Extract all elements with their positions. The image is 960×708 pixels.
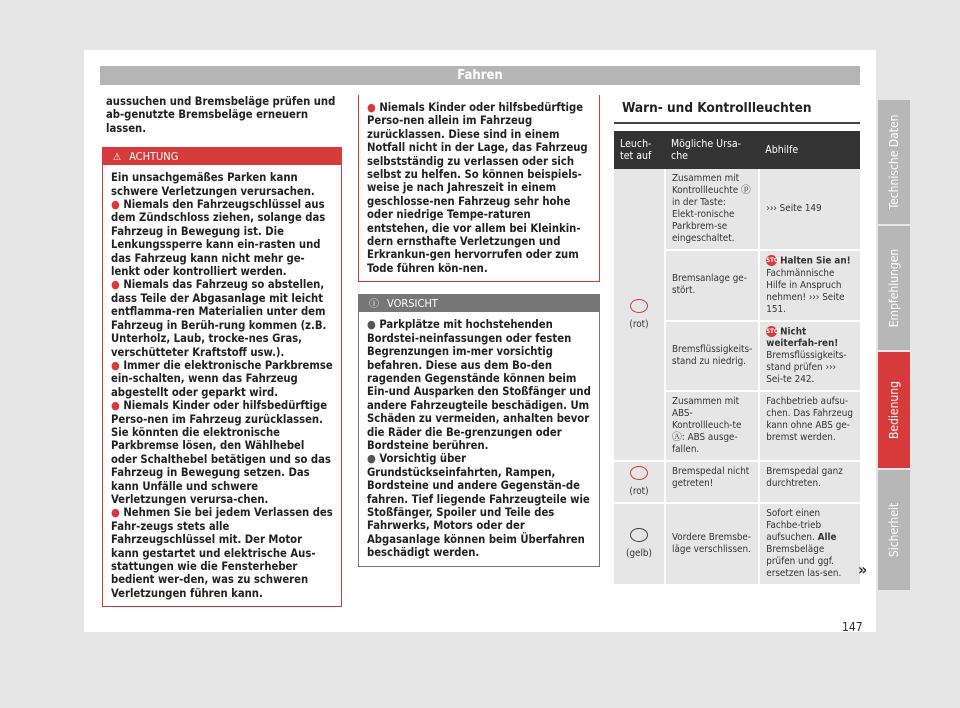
bullet-icon: ●: [367, 452, 376, 466]
bullet-icon: ●: [367, 318, 376, 332]
cause-cell: Zusammen mit ABS-Kontrollleuch-te Ⓐ: ABS ausge-fallen.: [665, 391, 759, 461]
warning-bullet: ● Niemals Kinder oder hilfsbedürftige Perso-nen im Fahrzeug zurücklassen. Sie könnten die elektronische Parkbremse lösen, den Wählhebel oder Schalthebel betätigen und so das Fahrzeug in Bewegung setzen. Das kann Unfälle und schwere Verletzungen verursa-chen.: [111, 399, 331, 506]
bullet-icon: ●: [111, 278, 120, 292]
remedy-cell: Sofort einen Fachbe-trieb aufsuchen. Alle Bremsbeläge prüfen und ggf. ersetzen las-sen.: [759, 503, 860, 585]
cause-cell: Vordere Bremsbe-läge verschlissen.: [665, 503, 759, 585]
caution-title: VORSICHT: [387, 297, 438, 311]
info-icon: ⓘ: [369, 299, 379, 311]
warning-body: [103, 165, 341, 606]
cause-cell: Bremsflüssigkeits-stand zu niedrig.: [665, 321, 759, 392]
remedy-cell: Fachbetrieb aufsu-chen. Das Fahrzeug kann ohne ABS ge-bremst werden.: [759, 391, 860, 461]
table-row: [614, 503, 860, 585]
tab-bedienung[interactable]: Bedienung: [878, 352, 910, 468]
bullet-icon: ●: [111, 506, 120, 520]
continue-arrow-icon: »: [858, 560, 868, 579]
cause-cell: Bremsanlage ge-stört.: [665, 250, 759, 321]
tab-sicherheit[interactable]: Sicherheit: [878, 470, 910, 590]
warning-bullet: ● Niemals Kinder oder hilfsbedürftige Perso-nen allein im Fahrzeug zurücklassen. Diese sind in einem Notfall nicht in der Lage, das Fahrzeug selbstständig zu verlassen oder sich selbst zu helfen. So können beispiels-weise je nach Jahreszeit in einem geschlosse-nen Fahrzeug sehr hohe oder niedrige Tempe-raturen entstehen, die vor allem bei Kleinkin-dern ernsthafte Verletzungen und Erkrankun-gen hervorrufen oder zum Tode führen kön-nen.: [367, 101, 588, 275]
column-header: Leuch-tet auf: [614, 131, 665, 169]
table-row: [614, 461, 860, 503]
bullet-icon: ●: [367, 101, 376, 114]
indicator-cell: (gelb): [614, 503, 665, 585]
brake-pedal-icon: [630, 466, 648, 480]
caution-body: [359, 312, 599, 565]
warning-header: [103, 148, 341, 165]
table-row: [614, 169, 860, 250]
table-header-row: [614, 131, 860, 169]
brake-warning-icon: [630, 299, 648, 313]
section-title: Warn- und Kontrollleuchten: [622, 100, 812, 116]
stop-icon: STOP: [766, 327, 783, 335]
column-left: [102, 95, 342, 607]
warning-icon: ⚠: [113, 152, 122, 164]
column-header: Abhilfe: [759, 131, 860, 169]
page-number: 147: [842, 620, 863, 634]
remedy-cell: STOP Nicht weiterfah-ren! Bremsflüssigkeits-stand prüfen ››› Sei-te 242.: [759, 321, 860, 392]
caution-bullet: ● Vorsichtig über Grundstückseinfahrten, Rampen, Bordsteine und andere Gegenstän-de fahren. Tief liegende Fahrzeugteile wie Stoßfänger, Spoiler und Teile des Fahrwerks, Motors oder der Abgasanlage können beim Überfahren beschädigt werden.: [367, 452, 590, 560]
warning-bullet: ● Niemals den Fahrzeugschlüssel aus dem Zündschloss ziehen, solange das Fahrzeug in Bewegung ist. Die Lenkungssperre kann ein-rasten und das Fahrzeug kann nicht mehr ge-lenkt oder kontrolliert werden.: [111, 198, 326, 279]
column-header: Mögliche Ursa-che: [665, 131, 759, 169]
warning-box: [102, 147, 342, 607]
tab-technische-daten[interactable]: Technische Daten: [878, 100, 910, 224]
cause-cell: Bremspedal nicht getreten!: [665, 461, 759, 503]
remedy-cell: ››› Seite 149: [759, 169, 860, 250]
section-rule: [614, 122, 860, 124]
indicator-cell: (rot): [614, 461, 665, 503]
indicator-cell: (rot): [614, 169, 665, 461]
warning-box-continued: [358, 95, 600, 282]
cause-cell: Zusammen mit Kontrollleuchte ⓟ in der Taste: Elekt-ronische Parkbrem-se eingeschaltet.: [665, 169, 759, 250]
remedy-cell: STOP Halten Sie an! Fachmännische Hilfe in Anspruch nehmen! ››› Seite 151.: [759, 250, 860, 321]
stop-icon: STOP: [766, 257, 783, 264]
brake-pad-icon: [630, 528, 648, 542]
warning-body-continued: [359, 95, 599, 281]
chapter-header: Fahren: [100, 66, 860, 85]
warning-lights-table: [614, 131, 860, 586]
bullet-icon: ●: [111, 358, 120, 372]
warning-bullet: ● Immer die elektronische Parkbremse ein-schalten, wenn das Fahrzeug abgestellt oder geparkt wird.: [111, 358, 333, 399]
tab-empfehlungen[interactable]: Empfehlungen: [878, 226, 910, 350]
caution-header: [359, 295, 599, 312]
column-middle: [358, 95, 600, 567]
caution-box: [358, 294, 600, 566]
warning-lead: Ein unsachgemäßes Parken kann schwere Verletzungen verursachen.: [111, 171, 315, 198]
warning-bullet: ● Nehmen Sie bei jedem Verlassen des Fahr-zeugs stets alle Fahrzeugschlüssel mit. Der Motor kann gestartet und elektrische Aus-stattungen wie die Fensterheber bedient wer-den, was zu schweren Verletzungen führen kann.: [111, 506, 333, 600]
remedy-cell: Bremspedal ganz durchtreten.: [759, 461, 860, 503]
warning-title: ACHTUNG: [129, 150, 179, 164]
warning-bullet: ● Niemals das Fahrzeug so abstellen, dass Teile der Abgasanlage mit leicht entflamma-ren Materialien unter dem Fahrzeug in Berüh-rung kommen (z.B. Unterholz, Laub, trocke-nes Gras, verschütteter Kraftstoff usw.).: [111, 278, 327, 359]
intro-text: aussuchen und Bremsbeläge prüfen und ab-genutzte Bremsbeläge erneuern lassen.: [106, 95, 336, 135]
bullet-icon: ●: [111, 399, 120, 413]
bullet-icon: ●: [111, 198, 120, 212]
caution-bullet: ● Parkplätze mit hochstehenden Bordstei-neinfassungen oder festen Begrenzungen im-mer vorsichtig befahren. Diese aus dem Bo-den ragenden Gegenstände können beim Ein-und Ausparken den Stoßfänger und andere Fahrzeugteile beschädigen. Um Schäden zu vermeiden, anhalten bevor die Räder die Be-grenzungen oder Bordsteine berühren.: [367, 318, 591, 452]
